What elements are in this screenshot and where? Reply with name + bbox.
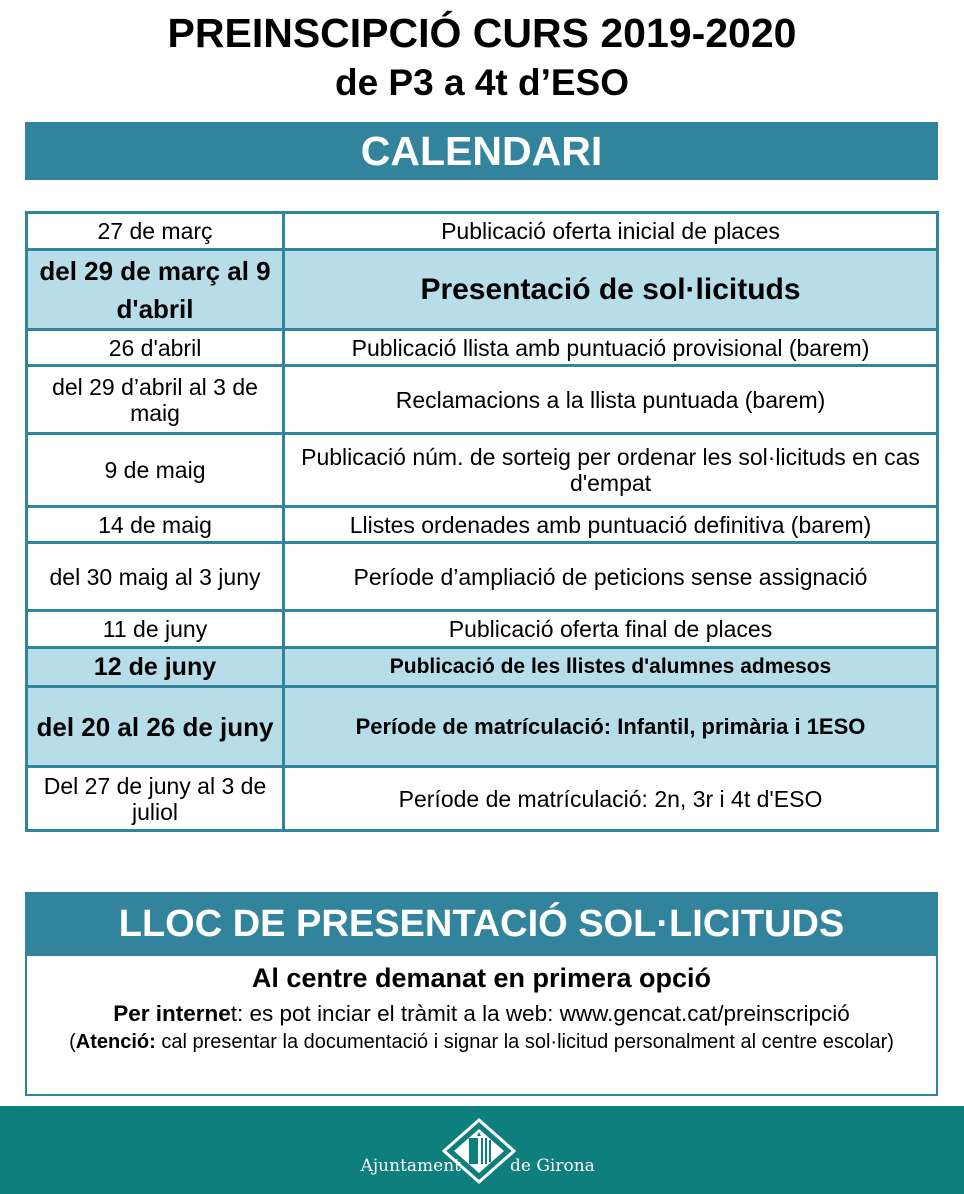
- row-date: del 30 maig al 3 juny: [27, 543, 284, 611]
- row-date: 14 de maig: [27, 507, 284, 543]
- row-date: 27 de març: [27, 213, 284, 250]
- location-note: [27, 1029, 936, 1055]
- table-row: [27, 330, 938, 366]
- row-date: 26 d'abril: [27, 330, 284, 366]
- note-text: cal presentar la documentació i signar la sol·licitud personalment al centre escolar): [155, 1031, 894, 1053]
- row-event: Llistes ordenades amb puntuació definitiva (barem): [284, 507, 938, 543]
- page-subtitle: de P3 a 4t d’ESO: [334, 62, 630, 103]
- table-row: [27, 213, 938, 250]
- note-open: (: [69, 1031, 76, 1053]
- brand-right: de Girona: [510, 1156, 595, 1176]
- row-event: Publicació núm. de sorteig per ordenar les sol·licituds en cas d'empat: [284, 434, 938, 507]
- row-event: Publicació llista amb puntuació provisional (barem): [284, 330, 938, 366]
- row-date: 12 de juny: [27, 648, 284, 687]
- row-event: Presentació de sol·licituds: [284, 250, 938, 330]
- row-event: Reclamacions a la llista puntuada (barem): [284, 366, 938, 434]
- internet-label: Per interne: [113, 1001, 231, 1026]
- location-internet-line: [27, 999, 936, 1029]
- row-event: Període de matrículació: 2n, 3r i 4t d'ESO: [284, 767, 938, 831]
- location-heading: LLOC DE PRESENTACIÓ SOL·LICITUDS: [25, 892, 938, 956]
- row-event: Període de matrículació: Infantil, primària i 1ESO: [284, 687, 938, 767]
- row-date: Del 27 de juny al 3 de juliol: [27, 767, 284, 831]
- row-event: Publicació oferta final de places: [284, 611, 938, 648]
- row-date: 9 de maig: [27, 434, 284, 507]
- location-box: [25, 956, 938, 1096]
- location-main-line: Al centre demanat en primera opció: [251, 963, 712, 993]
- table-row: [27, 611, 938, 648]
- girona-logo-icon: [442, 1118, 516, 1184]
- footer: [0, 1106, 964, 1194]
- brand-left: Ajuntament: [360, 1156, 461, 1176]
- calendar-heading: CALENDARI: [25, 122, 938, 180]
- calendar-table: [25, 211, 939, 832]
- table-row: [27, 366, 938, 434]
- table-row: [27, 543, 938, 611]
- table-row: [27, 507, 938, 543]
- row-date: del 20 al 26 de juny: [27, 687, 284, 767]
- table-row: [27, 648, 938, 687]
- row-date: 11 de juny: [27, 611, 284, 648]
- table-row: [27, 250, 938, 330]
- page-title: PREINSCIPCIÓ CURS 2019-2020: [167, 10, 797, 56]
- row-event: Període d’ampliació de peticions sense assignació: [284, 543, 938, 611]
- row-event: Publicació oferta inicial de places: [284, 213, 938, 250]
- note-label: Atenció:: [75, 1031, 156, 1053]
- row-date: del 29 d’abril al 3 de maig: [27, 366, 284, 434]
- table-row: [27, 687, 938, 767]
- table-row: [27, 767, 938, 831]
- table-row: [27, 434, 938, 507]
- internet-text: t: es pot inciar el tràmit a la web: www.gencat.cat/preinscripció: [230, 1001, 850, 1026]
- row-date: del 29 de març al 9 d'abril: [27, 250, 284, 330]
- row-event: Publicació de les llistes d'alumnes admesos: [284, 648, 938, 687]
